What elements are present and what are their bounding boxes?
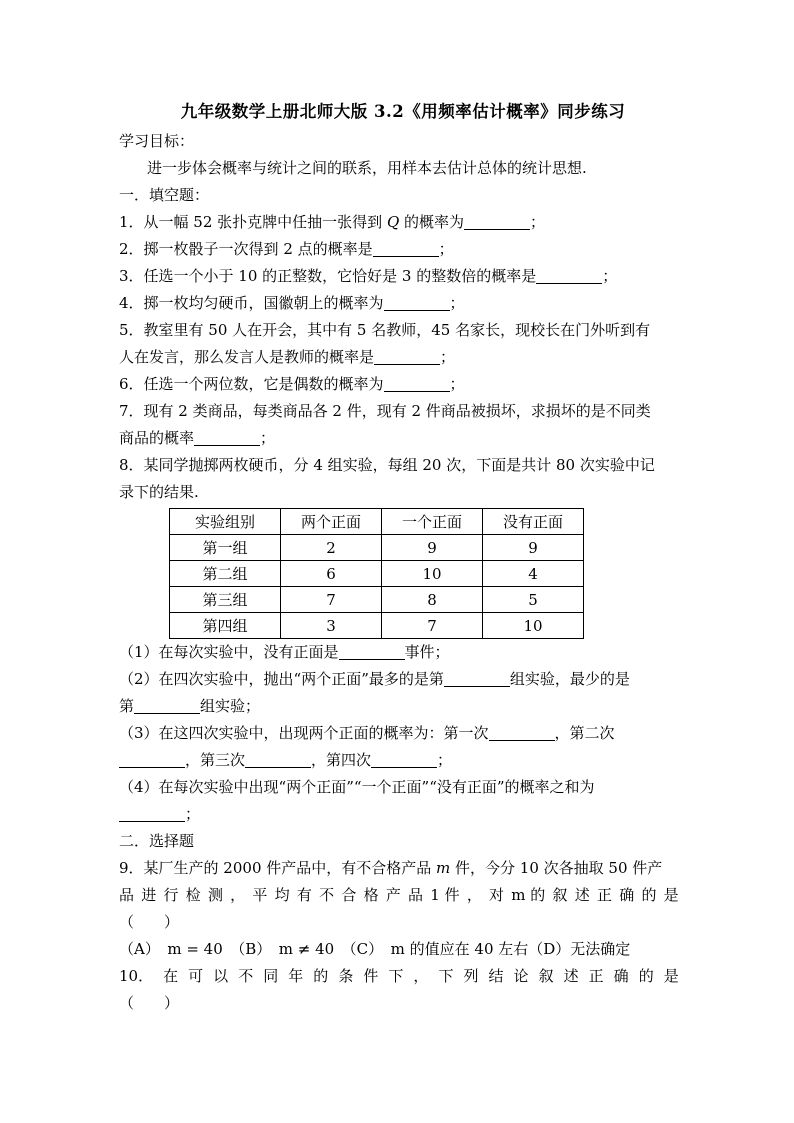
table-cell: 7 (281, 587, 382, 613)
sub-question-1: （1）在每次实验中，没有正面是 事件； (119, 643, 450, 661)
table-cell: 10 (483, 613, 584, 639)
sub-question-2-line1: （2）在四次实验中，抛出“两个正面”最多的是第 组实验，最少的是 (119, 670, 630, 688)
table-cell: 2 (281, 535, 382, 561)
answer-blank[interactable] (373, 239, 439, 257)
answer-blank[interactable] (384, 374, 450, 392)
table-cell: 6 (281, 561, 382, 587)
answer-blank[interactable] (374, 347, 440, 365)
table-row (170, 561, 584, 587)
question-5-line1: 5．教室里有 50 人在开会，其中有 5 名教师，45 名家长，现校长在门外听到有 (119, 321, 651, 339)
answer-blank[interactable] (245, 750, 311, 768)
table-cell: 4 (483, 561, 584, 587)
answer-blank[interactable] (464, 212, 530, 230)
objective-text: 进一步体会概率与统计之间的联系，用样本去估计总体的统计思想. (147, 159, 587, 177)
sub-question-3-line2: ，第三次 ，第四次 ； (119, 747, 679, 774)
question-8-line1: 8．某同学抛掷两枚硬币，分 4 组实验，每组 20 次，下面是共计 80 次实验中记 (119, 456, 655, 474)
question-4: 4．掷一枚均匀硬币，国徽朝上的概率为 ； (119, 294, 465, 312)
question-10-line1: 10． 在 可 以 不 同 年 的 条 件 下 ， 下 列 结 论 叙 述 正 确 的 是 (119, 967, 679, 985)
answer-blank[interactable] (119, 804, 185, 822)
sub-question-2-line2: 第 组实验； (119, 697, 261, 715)
answer-blank[interactable] (119, 750, 185, 768)
table-cell: 9 (382, 535, 483, 561)
table-cell: 第二组 (170, 561, 281, 587)
table-cell: 3 (281, 613, 382, 639)
question-6: 6．任选一个两位数，它是偶数的概率为 ； (119, 375, 465, 393)
objective-heading: 学习目标： (119, 132, 195, 150)
question-9-answer-paren: （ ） (119, 913, 180, 931)
variable-q: Q (386, 213, 400, 231)
table-cell: 第一组 (170, 535, 281, 561)
table-cell: 8 (382, 587, 483, 613)
table-row (170, 535, 584, 561)
table-header-cell: 没有正面 (483, 509, 584, 535)
question-9-line2: 品 进 行 检 测 ， 平 均 有 不 合 格 产 品 1 件 ， 对 m 的 叙 述 正 确 的 是 (119, 886, 679, 904)
answer-blank[interactable] (384, 293, 450, 311)
sub-question-4-line2: ； (119, 801, 679, 828)
table-header-cell: 两个正面 (281, 509, 382, 535)
question-10-answer-paren: （ ） (119, 994, 180, 1012)
sub-question-3-line1: （3）在这四次实验中，出现两个正面的概率为：第一次 ，第二次 (119, 724, 615, 742)
answer-blank[interactable] (489, 723, 555, 741)
sub-question-4-line1: （4）在每次实验中出现“两个正面”“一个正面”“没有正面”的概率之和为 (119, 778, 595, 796)
table-header-cell: 实验组别 (170, 509, 281, 535)
table-cell: 5 (483, 587, 584, 613)
question-9-line1: 9．某厂生产的 2000 件产品中，有不合格产品 m 件，今分 10 次各抽取 50 件产 (119, 859, 663, 877)
question-9-options: （A） m = 40 （B） m ≠ 40 （C） m 的值应在 40 左右（D）无法确定 (119, 940, 631, 958)
variable-m: m (436, 859, 451, 877)
question-7-line1: 7．现有 2 类商品，每类商品各 2 件，现有 2 件商品被损坏，求损坏的是不同类 (119, 402, 651, 420)
question-2: 2．掷一枚骰子一次得到 2 点的概率是 ； (119, 240, 454, 258)
question-8-line2: 录下的结果. (119, 483, 199, 501)
table-cell: 9 (483, 535, 584, 561)
answer-blank[interactable] (194, 428, 260, 446)
section-heading-fill: 一．填空题： (119, 186, 210, 204)
table-row (170, 587, 584, 613)
answer-blank[interactable] (444, 669, 510, 687)
table-row (170, 613, 584, 639)
section-heading-choice: 二．选择题 (119, 832, 195, 850)
worksheet (119, 98, 679, 1017)
question-5-line2: 人在发言，那么发言人是教师的概率是 ； (119, 348, 456, 366)
answer-blank[interactable] (536, 266, 602, 284)
answer-blank[interactable] (371, 750, 437, 768)
answer-blank[interactable] (339, 642, 405, 660)
question-3: 3．任选一个小于 10 的正整数，它恰好是 3 的整数倍的概率是 ； (119, 267, 618, 285)
table-cell: 第三组 (170, 587, 281, 613)
table-header-row (170, 509, 584, 535)
page-title: 九年级数学上册北师大版 3.2《用频率估计概率》同步练习 (180, 102, 626, 121)
table-cell: 10 (382, 561, 483, 587)
table-cell: 7 (382, 613, 483, 639)
answer-blank[interactable] (134, 696, 200, 714)
table-header-cell: 一个正面 (382, 509, 483, 535)
results-table (169, 508, 584, 639)
table-cell: 第四组 (170, 613, 281, 639)
question-7-line2: 商品的概率 ； (119, 429, 276, 447)
question-1: 1．从一幅 52 张扑克牌中任抽一张得到 Q 的概率为 ； (119, 213, 546, 231)
